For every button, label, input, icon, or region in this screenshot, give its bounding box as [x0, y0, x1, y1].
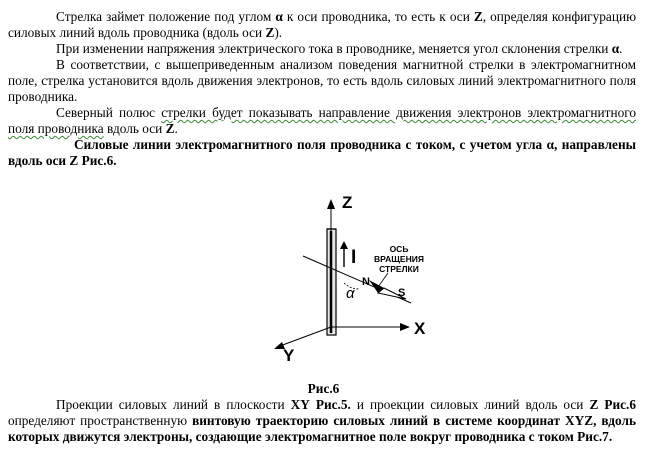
- alpha-symbol: α: [611, 41, 620, 56]
- text-run: .: [619, 41, 623, 56]
- figure-ref: Рис.5.: [315, 397, 351, 412]
- text-run: и проекции силовых линий вдоль оси: [350, 397, 590, 412]
- z-axis-arrowhead: [327, 199, 335, 209]
- paragraph-5-bold: Силовые линии электромагнитного поля проводника с током, с учетом угла α, направлены вдоль оси Z Рис.6.: [8, 137, 636, 168]
- axis-z-ref: Z: [265, 25, 275, 40]
- text-run: .: [174, 121, 178, 136]
- rotation-axis-pointer: [378, 273, 388, 287]
- paragraph-4: [8, 105, 636, 137]
- rotation-axis-label-line1: ОСЬ: [389, 244, 409, 254]
- figure-caption: Рис.6: [307, 381, 340, 396]
- paragraph-3: В соответствии, с вышеприведенным анализом поведения магнитной стрелки в электромагнитном поле, стрелка установится вдоль движения электронов, то есть вдоль силовых линий электромагнитного поля проводника.: [8, 57, 636, 104]
- plane-xy-ref: XY: [290, 397, 310, 412]
- y-axis-line: [280, 327, 331, 346]
- text-run: , определяя конфигурацию силовых линий вдоль проводника (вдоль оси: [8, 9, 636, 40]
- text-run: вдоль оси: [103, 121, 166, 136]
- document-body-continued: [8, 397, 636, 445]
- axis-z-ref: Z: [473, 9, 483, 24]
- current-label: I: [351, 247, 357, 268]
- rotation-axis-label-line3: СТРЕЛКИ: [379, 264, 419, 274]
- y-axis-label: Y: [283, 346, 295, 365]
- document-body: [8, 9, 636, 169]
- axis-z-ref: Z: [589, 397, 599, 412]
- needle-north-label: N: [362, 276, 370, 288]
- rotation-axis-label-line2: ВРАЩЕНИЯ: [374, 254, 424, 264]
- z-axis-label: Z: [342, 193, 353, 212]
- needle-south-label: S: [398, 287, 406, 299]
- alpha-symbol: α: [275, 9, 283, 24]
- text-run: ).: [274, 25, 283, 40]
- current-arrowhead: [340, 241, 348, 249]
- text-run: определяют пространственную: [8, 413, 193, 428]
- paragraph-2: [8, 41, 636, 57]
- x-axis-arrowhead: [400, 323, 410, 331]
- spellcheck-underlined-text: стрелки будет показывать направление движения электронов электромагнитного поля проводника: [8, 105, 636, 136]
- axis-z-ref: Z: [165, 121, 175, 136]
- x-axis-label: X: [414, 319, 426, 338]
- paragraph-1: [8, 9, 636, 41]
- text-run: к оси проводника, то есть к оси: [282, 9, 474, 24]
- text-run: Проекции силовых линий в плоскости: [56, 397, 291, 412]
- figure-6-diagram: [0, 185, 647, 385]
- angle-label: α: [346, 285, 355, 302]
- text-run: Стрелка займет положение под углом: [56, 9, 276, 24]
- figure-ref: Рис.6: [604, 397, 636, 412]
- paragraph-6: [8, 397, 636, 445]
- bold-text-run: винтовую траекторию силовых линий в системе координат XYZ, вдоль которых движутся электроны, создающие электромагнитное поле вокруг проводника с током Рис.7.: [8, 413, 636, 444]
- text-run: При изменении напряжения электрического тока в проводнике, меняется угол склонения стрелки: [56, 41, 612, 56]
- text-run: Северный полюс: [56, 105, 162, 120]
